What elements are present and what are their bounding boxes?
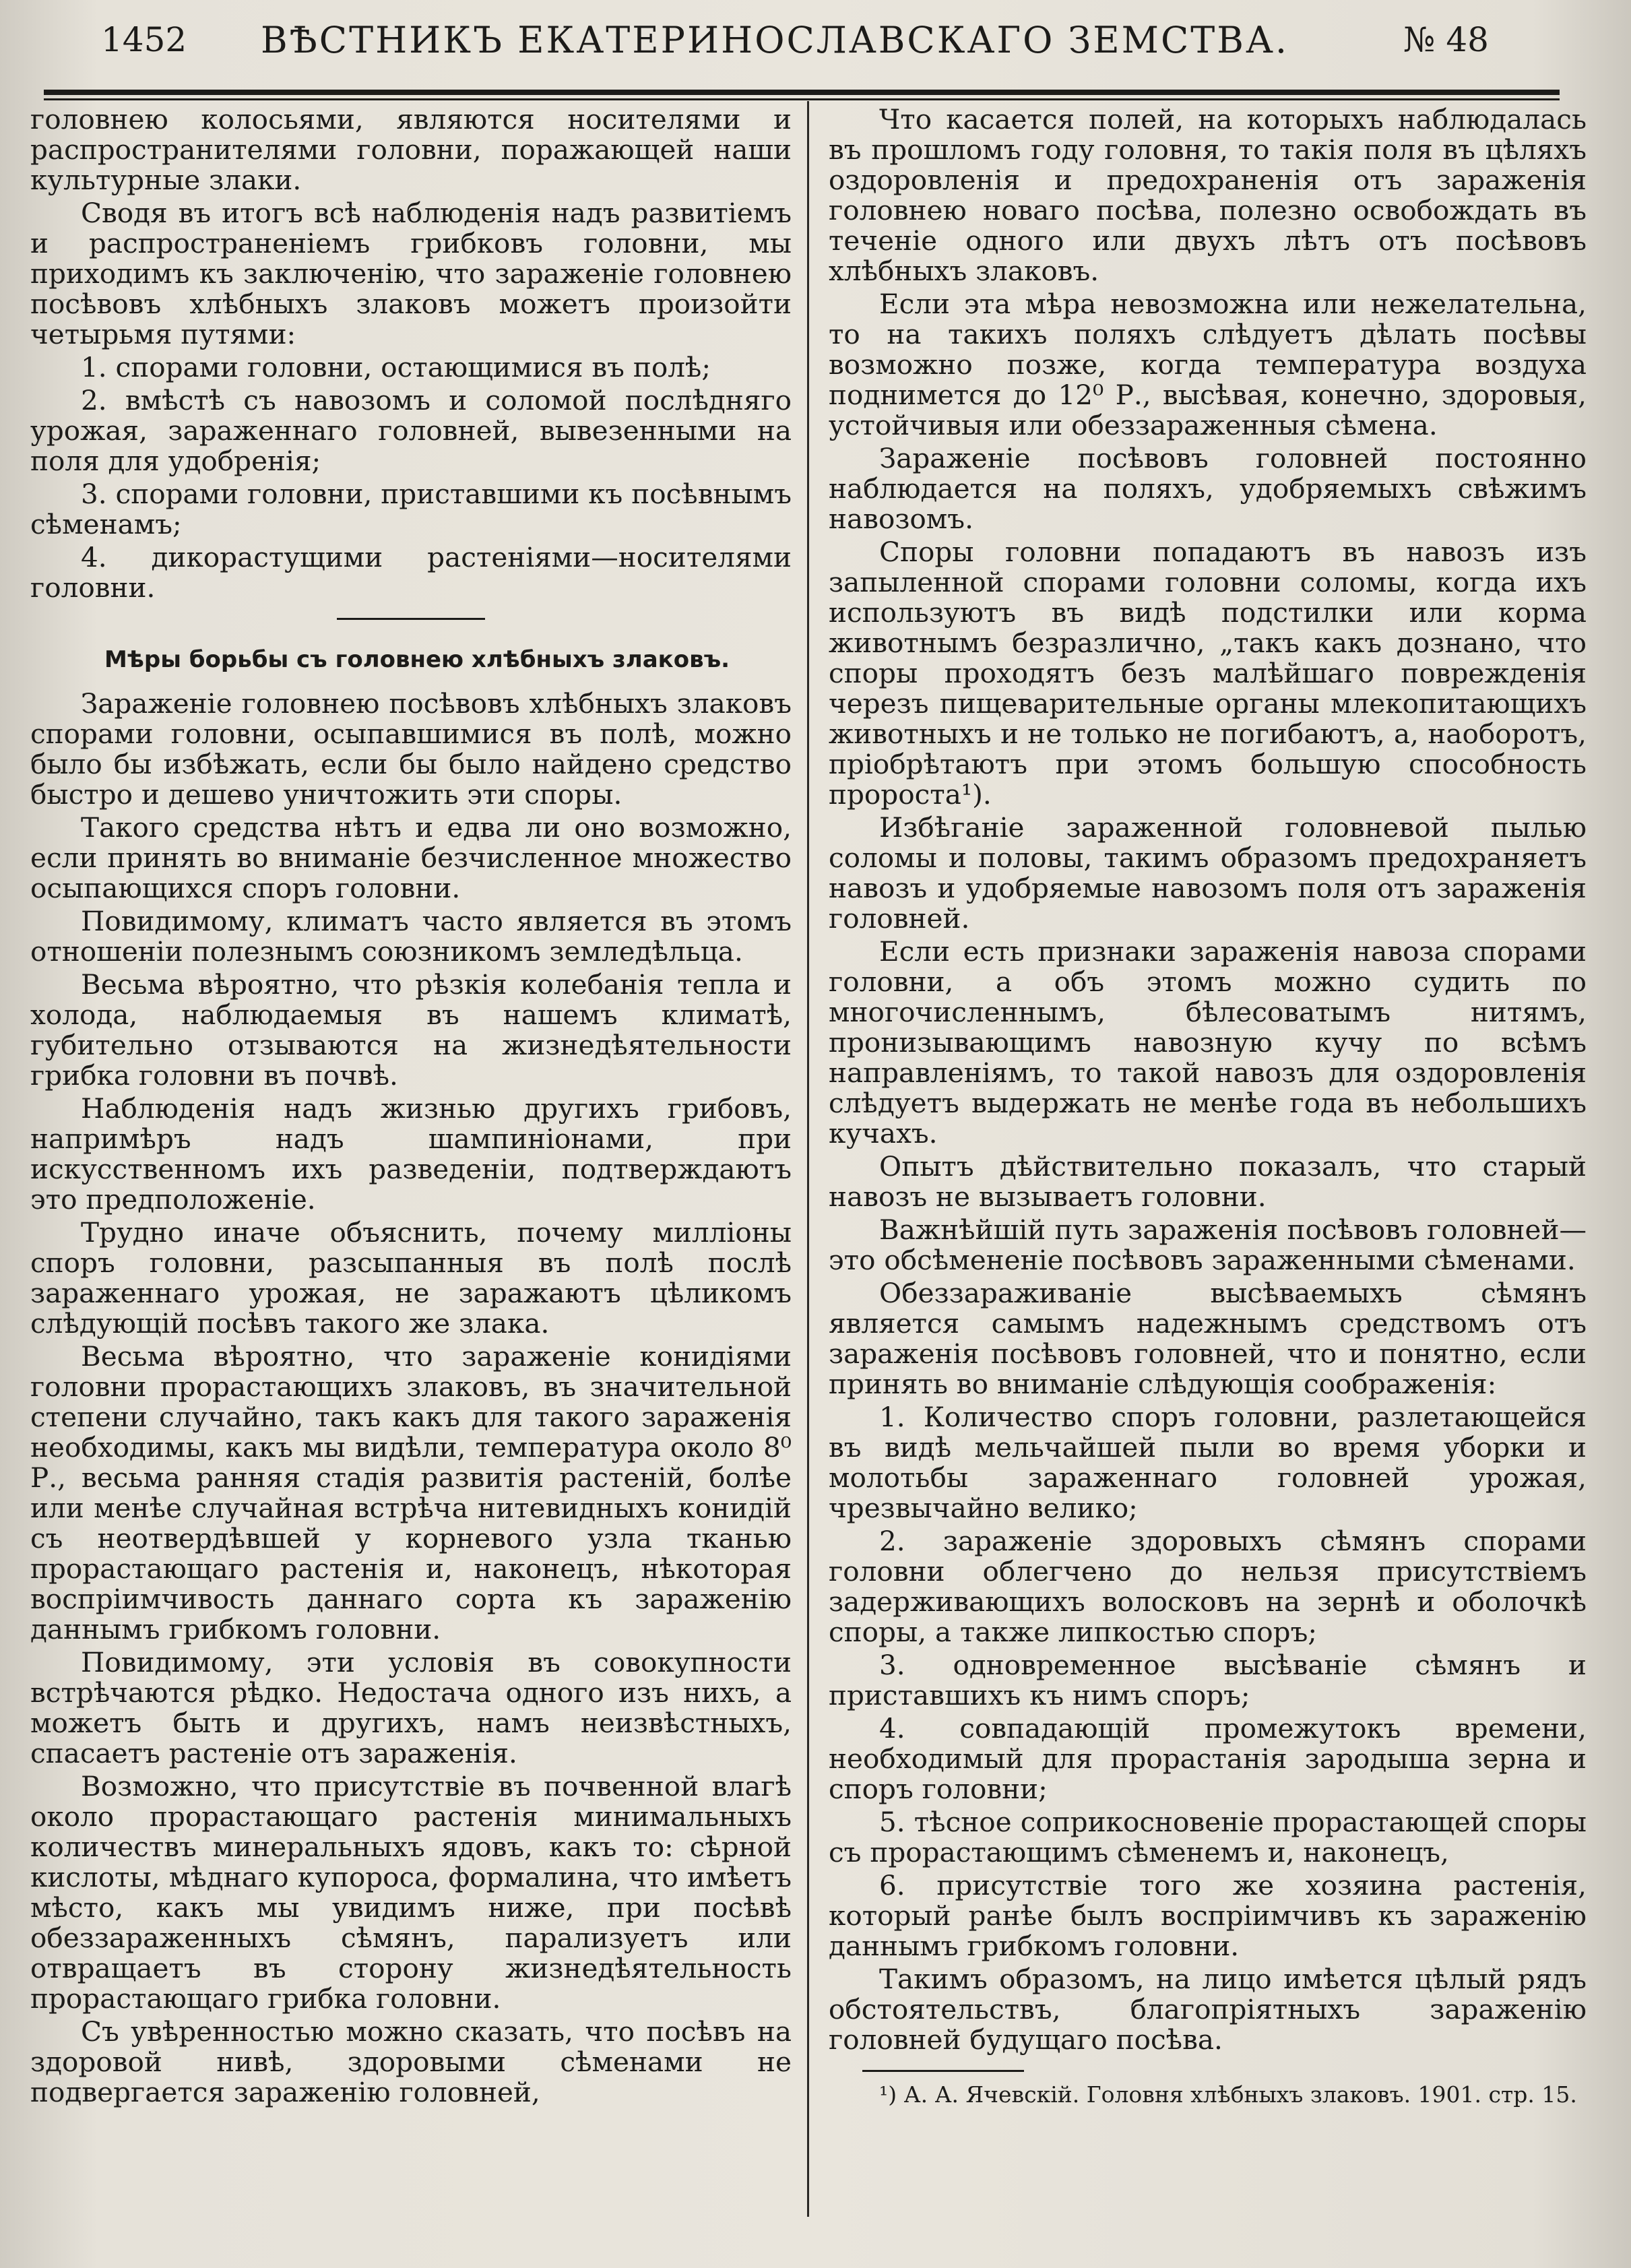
- paragraph: Что касается полей, на которыхъ наблюдалась въ прошломъ году головня, то такія поля въ цѣляхъ оздоровленія и предохраненія отъ зараженія головнею новаго посѣва, полезно освобождать въ теченіе одного или двухъ лѣтъ отъ посѣвовъ хлѣбныхъ злаковъ.: [829, 103, 1587, 287]
- paragraph: Повидимому, эти условія въ совокупности встрѣчаются рѣдко. Недостача одного изъ нихъ, а можетъ быть и другихъ, намъ неизвѣстныхъ, спасаетъ растеніе отъ зараженія.: [30, 1646, 792, 1769]
- paragraph: Повидимому, климатъ часто является въ этомъ отношеніи полезнымъ союзникомъ земледѣльца.: [30, 905, 792, 968]
- paragraph: Съ увѣренностью можно сказать, что посѣвъ на здоровой нивѣ, здоровыми сѣменами не подвергается зараженію головней,: [30, 2015, 792, 2108]
- paragraph: Зараженіе головнею посѣвовъ хлѣбныхъ злаковъ спорами головни, осыпавшимися въ полѣ, можно было бы избѣжать, если бы было найдено средство быстро и дешево уничтожить эти споры.: [30, 687, 792, 811]
- paragraph: Сводя въ итогъ всѣ наблюденія надъ развитіемъ и распространеніемъ грибковъ головни, мы приходимъ къ заключенію, что зараженіе головнею посѣвовъ хлѣбныхъ злаковъ можетъ произойти четырьмя путями:: [30, 197, 792, 350]
- paragraph: головнею колосьями, являются носителями и распространителями головни, поражающей наши культурные злаки.: [30, 103, 792, 196]
- section-separator: [337, 618, 485, 620]
- footnote: ¹) А. А. Ячевскій. Головня хлѣбныхъ злаковъ. 1901. стр. 15.: [879, 2081, 1577, 2108]
- paragraph: Если эта мѣра невозможна или нежелательна, то на такихъ поляхъ слѣдуетъ дѣлать посѣвы возможно позже, когда температура воздуха поднимется до 12⁰ Р., высѣвая, конечно, здоровыя, устойчивыя или обеззараженныя сѣмена.: [829, 288, 1587, 441]
- paragraph: Споры головни попадаютъ въ навозъ изъ запыленной спорами головни соломы, когда ихъ используютъ въ видѣ подстилки или корма животнымъ безразлично, „такъ какъ дознано, что споры проходятъ безъ малѣйшаго поврежденія черезъ пищеварительные органы млекопитающихъ животныхъ и не только не погибаютъ, а, наоборотъ, пріобрѣтаютъ при этомъ большую способность пророста¹).: [829, 536, 1587, 811]
- list-item: 4. дикорастущими растеніями—носителями головни.: [30, 541, 792, 604]
- paragraph: Избѣганіе зараженной головневой пылью соломы и половы, такимъ образомъ предохраняетъ навозъ и удобряемые навозомъ поля отъ зараженія головней.: [829, 811, 1587, 935]
- paragraph: Опытъ дѣйствительно показалъ, что старый навозъ не вызываетъ головни.: [829, 1150, 1587, 1213]
- left-column: [30, 104, 792, 2110]
- right-column: [829, 104, 1587, 2111]
- header-rule-thick: [44, 90, 1560, 95]
- list-item: 3. спорами головни, приставшими къ посѣвнымъ сѣменамъ;: [30, 478, 792, 540]
- column-divider: [807, 101, 809, 2217]
- list-item: 3. одновременное высѣваніе сѣмянъ и приставшихъ къ нимъ споръ;: [829, 1649, 1587, 1711]
- paragraph: Весьма вѣроятно, что рѣзкія колебанія тепла и холода, наблюдаемыя въ нашемъ климатѣ, губительно отзываются на жизнедѣятельности грибка головни въ почвѣ.: [30, 968, 792, 1092]
- paragraph: Важнѣйшій путь зараженія посѣвовъ головней—это обсѣмененіе посѣвовъ зараженными сѣменами.: [829, 1214, 1587, 1276]
- list-item: 1. Количество споръ головни, разлетающейся въ видѣ мельчайшей пыли во время уборки и молотьбы зараженнаго головней урожая, чрезвычайно велико;: [829, 1401, 1587, 1524]
- list-item: 4. совпадающій промежутокъ времени, необходимый для прорастанія зародыша зерна и споръ головни;: [829, 1712, 1587, 1805]
- paragraph: Зараженіе посѣвовъ головней постоянно наблюдается на поляхъ, удобряемыхъ свѣжимъ навозомъ.: [829, 442, 1587, 535]
- footnote-rule: [862, 2070, 1024, 2072]
- page-header: [47, 12, 1502, 80]
- paragraph: Возможно, что присутствіе въ почвенной влагѣ около прорастающаго растенія минимальныхъ количествъ минеральныхъ ядовъ, какъ то: сѣрной кислоты, мѣднаго купороса, формалина, что имѣетъ мѣсто, какъ мы увидимъ ниже, при посѣвѣ обеззараженныхъ сѣмянъ, парализуетъ или отвращаетъ въ сторону жизнедѣятельность прорастающаго грибка головни.: [30, 1770, 792, 2015]
- paragraph: Если есть признаки зараженія навоза спорами головни, а объ этомъ можно судить по многочисленнымъ, бѣлесоватымъ нитямъ, пронизывающимъ навозную кучу по всѣмъ направленіямъ, то такой навозъ для оздоровленія слѣдуетъ выдержать не менѣе года въ небольшихъ кучахъ.: [829, 935, 1587, 1149]
- list-item: 6. присутствіе того же хозяина растенія, который ранѣе былъ воспріимчивъ къ зараженію даннымъ грибкомъ головни.: [829, 1869, 1587, 1962]
- paragraph: Такого средства нѣтъ и едва ли оно возможно, если принять во вниманіе безчисленное множество осыпающихся споръ головни.: [30, 811, 792, 904]
- section-heading: Мѣры борьбы съ головнею хлѣбныхъ злаковъ.: [104, 646, 730, 673]
- list-item: 5. тѣсное соприкосновеніе прорастающей споры съ прорастающимъ сѣменемъ и, наконецъ,: [829, 1806, 1587, 1868]
- paragraph: Трудно иначе объяснить, почему милліоны споръ головни, разсыпанныя въ полѣ послѣ зараженнаго урожая, не заражаютъ цѣликомъ слѣдующій посѣвъ такого же злака.: [30, 1216, 792, 1340]
- issue-number: № 48: [1403, 20, 1489, 59]
- paragraph: Такимъ образомъ, на лицо имѣется цѣлый рядъ обстоятельствъ, благопріятныхъ зараженію головней будущаго посѣва.: [829, 1963, 1587, 2056]
- journal-title: ВѢСТНИКЪ ЕКАТЕРИНОСЛАВСКАГО ЗЕМСТВА.: [260, 19, 1289, 61]
- list-item: 2. вмѣстѣ съ навозомъ и соломой послѣдняго урожая, зараженнаго головней, вывезенными на поля для удобренія;: [30, 384, 792, 477]
- header-rule-thin: [44, 98, 1560, 100]
- list-item: 1. спорами головни, остающимися въ полѣ;: [81, 351, 711, 383]
- list-item: 2. зараженіе здоровыхъ сѣмянъ спорами головни облегчено до нельзя присутствіемъ задерживающихъ волосковъ на зернѣ и оболочкѣ споры, а также липкостью споръ;: [829, 1525, 1587, 1648]
- paragraph: Весьма вѣроятно, что зараженіе конидіями головни прорастающихъ злаковъ, въ значительной степени случайно, такъ какъ для такого зараженія необходимы, какъ мы видѣли, температура около 8⁰ Р., весьма ранняя стадія развитія растеній, болѣе или менѣе случайная встрѣча нитевидныхъ конидій съ неотвердѣвшей у корневого узла тканью прорастающаго растенія и, наконецъ, нѣкоторая воспріимчивость даннаго сорта къ зараженію даннымъ грибкомъ головни.: [30, 1340, 792, 1645]
- paragraph: Обеззараживаніе высѣваемыхъ сѣмянъ является самымъ надежнымъ средствомъ отъ зараженія посѣвовъ головней, что и понятно, если принять во вниманіе слѣдующія соображенія:: [829, 1277, 1587, 1400]
- paragraph: Наблюденія надъ жизнью другихъ грибовъ, напримѣръ надъ шампиніонами, при искусственномъ ихъ разведеніи, подтверждаютъ это предположеніе.: [30, 1092, 792, 1216]
- page-number: 1452: [101, 20, 187, 59]
